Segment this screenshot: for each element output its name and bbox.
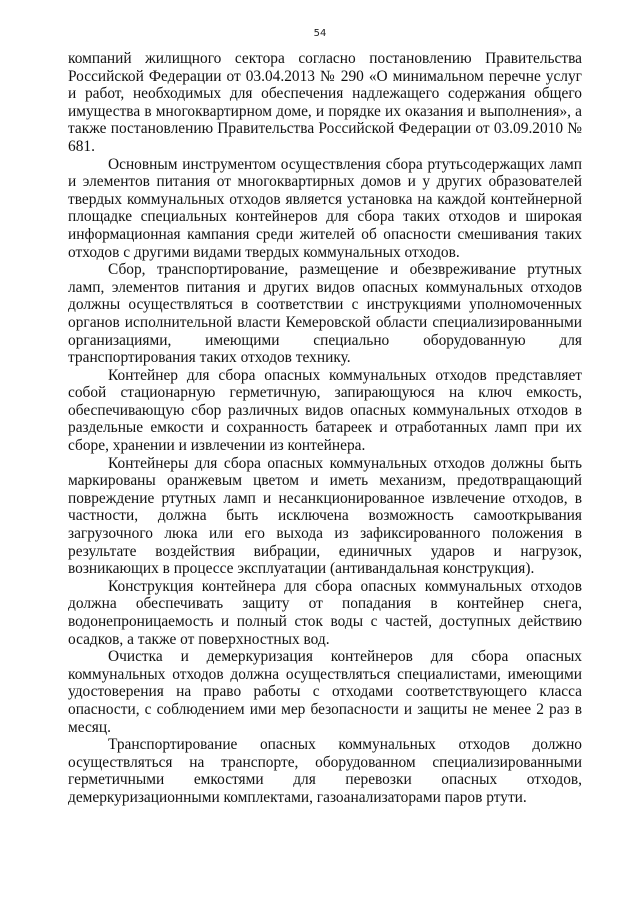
paragraph-container-construction: Конструкция контейнера для сбора опасных коммунальных отходов должна обеспечивать защиту от попадания в контейнер снега, водонепроницаемость и полный сток воды с частей, доступных действию осадков, а также от поверхностных вод.: [68, 577, 582, 648]
page-number: 54: [313, 28, 327, 39]
paragraph-cleaning-demercurization: Очистка и демеркуризация контейнеров для сбора опасных коммунальных отходов должна осуществляться специалистами, имеющими удостоверения на право работы с отходами соответствующего класса опасности, с соблюдением ими мер безопасности и защиты не менее 2 раз в месяц.: [68, 648, 582, 736]
paragraph-container-description: Контейнер для сбора опасных коммунальных отходов представляет собой стационарную герметичную, запирающуюся на ключ емкость, обеспечивающую сбор различных видов опасных коммунальных отходов в раздельные емкости и сохранность батареек и отработанных ламп при их сборе, хранении и извлечении из контейнера.: [68, 366, 582, 455]
body-text: [68, 50, 582, 807]
paragraph-main-instrument: Основным инструментом осуществления сбора ртутьсодержащих ламп и элементов питания от многоквартирных домов и у других образователей твердых коммунальных отходов является установка на каждой контейнерной площадке специальных контейнеров для сбора таких отходов и широкая информационная кампания среди жителей об опасности смешивания таких отходов с другими видами твердых коммунальных отходов.: [68, 155, 582, 261]
paragraph-continuation: компаний жилищного сектора согласно постановлению Правительства Российской Федерации от 03.04.2013 № 290 «О минимальном перечне услуг и работ, необходимых для обеспечения надлежащего содержания общего имущества в многоквартирном доме, и порядке их оказания и выполнения», а также постановлению Правительства Российской Федерации от 03.09.2010 № 681.: [68, 50, 582, 155]
paragraph-transportation: Транспортирование опасных коммунальных отходов должно осуществляться на транспорте, оборудованном специализированными герметичными емкостями для перевозки опасных отходов, демеркуризационными комплектами, газоанализаторами паров ртути.: [68, 736, 582, 806]
paragraph-collection-transport: Сбор, транспортирование, размещение и обезвреживание ртутных ламп, элементов питания и других видов опасных коммунальных отходов должны осуществляться в соответствии с инструкциями уполномоченных органов исполнительной власти Кемеровской области специализированными организациями, имеющими специально оборудованную для транспортирования таких отходов технику.: [68, 261, 582, 367]
paragraph-container-marking: Контейнеры для сбора опасных коммунальных отходов должны быть маркированы оранжевым цветом и иметь механизм, предотвращающий повреждение ртутных ламп и несанкционированное извлечение отходов, в частности, должна быть исключена возможность самооткрывания загрузочного люка или его выхода из зафиксированного положения в результате воздействия вибрации, единичных ударов и нагрузок, возникающих в процессе эксплуатации (антивандальная конструкция).: [68, 454, 582, 578]
